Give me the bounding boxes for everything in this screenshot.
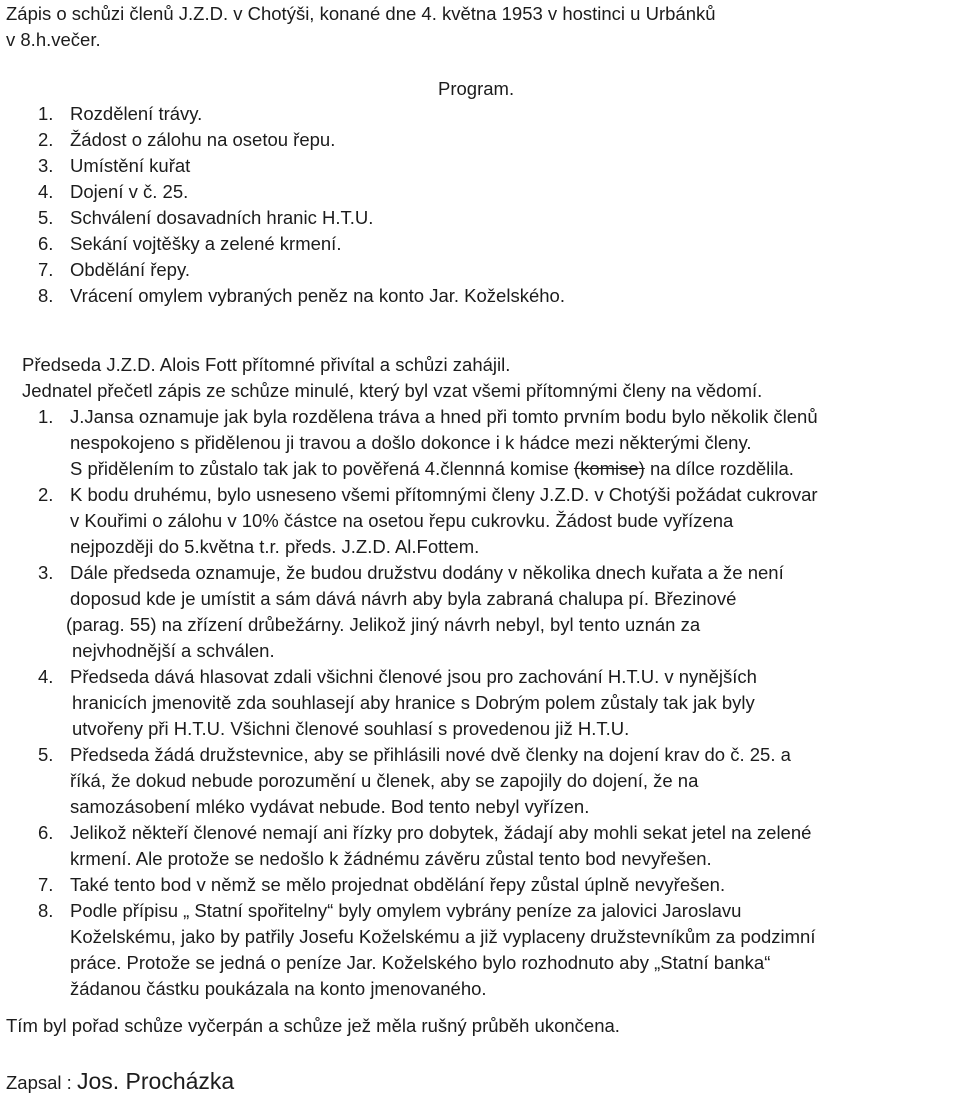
program-item: Rozdělení trávy.	[70, 103, 203, 124]
point-number: 7.	[38, 874, 54, 895]
program-item-number: 3.	[38, 155, 54, 176]
program-item: Žádost o zálohu na osetou řepu.	[70, 129, 336, 150]
point-text-line: samozásobení mléko vydávat nebude. Bod tento nebyl vyřízen.	[70, 796, 590, 817]
point-number: 3.	[38, 562, 54, 583]
intro-line-2: Jednatel přečetl zápis ze schůze minulé, který byl vzat všemi přítomnými členy na vědomí.	[22, 380, 763, 401]
point-text-line: J.Jansa oznamuje jak byla rozdělena tráva a hned při tomto prvním bodu bylo několik členů	[70, 406, 818, 427]
program-item-number: 8.	[38, 285, 54, 306]
point-text-line: Dále předseda oznamuje, že budou družstvu dodány v několika dnech kuřata a že není	[70, 562, 784, 583]
point-text-line: (parag. 55) na zřízení drůbežárny. Jelikož jiný návrh nebyl, byl tento uznán za	[66, 614, 701, 635]
intro-line-1: Předseda J.Z.D. Alois Fott přítomné přivítal a schůzi zahájil.	[22, 354, 511, 375]
program-item: Umístění kuřat	[70, 155, 191, 176]
signature-block	[6, 1068, 234, 1096]
signature-label: Zapsal :	[6, 1072, 72, 1093]
program-item-number: 5.	[38, 207, 54, 228]
program-heading: Program.	[438, 78, 515, 99]
point-text-segment: na dílce rozdělila.	[644, 458, 794, 479]
point-text-line: nejpozději do 5.května t.r. předs. J.Z.D. Al.Fottem.	[70, 536, 480, 557]
program-item: Dojení v č. 25.	[70, 181, 189, 202]
point-text-line: Jelikož někteří členové nemají ani řízky pro dobytek, žádají aby mohli sekat jetel na zelené	[70, 822, 812, 843]
point-number: 8.	[38, 900, 54, 921]
program-item: Schválení dosavadních hranic H.T.U.	[70, 207, 374, 228]
point-text-line: doposud kde je umístit a sám dává návrh aby byla zabraná chalupa pí. Březinové	[70, 588, 737, 609]
program-item-number: 4.	[38, 181, 54, 202]
signature-name: Jos. Procházka	[76, 1068, 235, 1094]
point-number: 2.	[38, 484, 54, 505]
point-text-line: krmení. Ale protože se nedošlo k žádnému závěru zůstal tento bod nevyřešen.	[70, 848, 712, 869]
program-item: Obdělání řepy.	[70, 259, 190, 280]
program-item-number: 7.	[38, 259, 54, 280]
document-title-line-2: v 8.h.večer.	[6, 29, 101, 50]
program-item: Sekání vojtěšky a zelené krmení.	[70, 233, 342, 254]
point-number: 1.	[38, 406, 54, 427]
document-title-line-1: Zápis o schůzi členů J.Z.D. v Chotýši, konané dne 4. května 1953 v hostinci u Urbánků	[6, 3, 716, 24]
program-item-number: 6.	[38, 233, 54, 254]
point-text-line: práce. Protože se jedná o peníze Jar. Koželského bylo rozhodnuto aby „Statní banka“	[70, 952, 771, 973]
point-text-line: Koželskému, jako by patřily Josefu Koželskému a již vyplaceny družstevníkům za podzimní	[70, 926, 816, 947]
point-text-line: Také tento bod v němž se mělo projednat obdělání řepy zůstal úplně nevyřešen.	[70, 874, 726, 895]
point-number: 6.	[38, 822, 54, 843]
point-text-line: hranicích jmenovitě zda souhlasejí aby hranice s Dobrým polem zůstaly tak jak byly	[72, 692, 755, 713]
point-number: 4.	[38, 666, 54, 687]
point-text-line: nespokojeno s přidělenou ji travou a došlo dokonce i k hádce mezi některými členy.	[70, 432, 752, 453]
point-text-line: Předseda žádá družstevnice, aby se přihlásili nové dvě členky na dojení krav do č. 25. a	[70, 744, 791, 765]
struck-text: (komise)	[573, 458, 645, 479]
point-text-line: Předseda dává hlasovat zdali všichni členové jsou pro zachování H.T.U. v nynějších	[70, 666, 757, 687]
point-text-line: K bodu druhému, bylo usneseno všemi přítomnými členy J.Z.D. v Chotýši požádat cukrovar	[70, 484, 818, 505]
program-item-number: 1.	[38, 103, 54, 124]
point-number: 5.	[38, 744, 54, 765]
point-text-line: říká, že dokud nebude porozumění u členek, aby se zapojily do dojení, že na	[70, 770, 699, 791]
closing-statement: Tím byl pořad schůze vyčerpán a schůze jež měla rušný průběh ukončena.	[6, 1015, 620, 1036]
point-text-line: nejvhodnější a schválen.	[72, 640, 275, 661]
program-item: Vrácení omylem vybraných peněz na konto Jar. Koželského.	[70, 285, 565, 306]
point-text-segment: S přidělením to zůstalo tak jak to pověřená 4.člennná komise	[70, 458, 569, 479]
point-text-line: v Kouřimi o zálohu v 10% částce na osetou řepu cukrovku. Žádost bude vyřízena	[70, 510, 734, 531]
point-text-line	[70, 456, 794, 482]
program-item-number: 2.	[38, 129, 54, 150]
point-text-line: žádanou částku poukázala na konto jmenovaného.	[70, 978, 487, 999]
point-text-line: utvořeny při H.T.U. Všichni členové souhlasí s provedenou již H.T.U.	[72, 718, 630, 739]
point-text-line: Podle přípisu „ Statní spořitelny“ byly omylem vybrány peníze za jalovici Jaroslavu	[70, 900, 742, 921]
